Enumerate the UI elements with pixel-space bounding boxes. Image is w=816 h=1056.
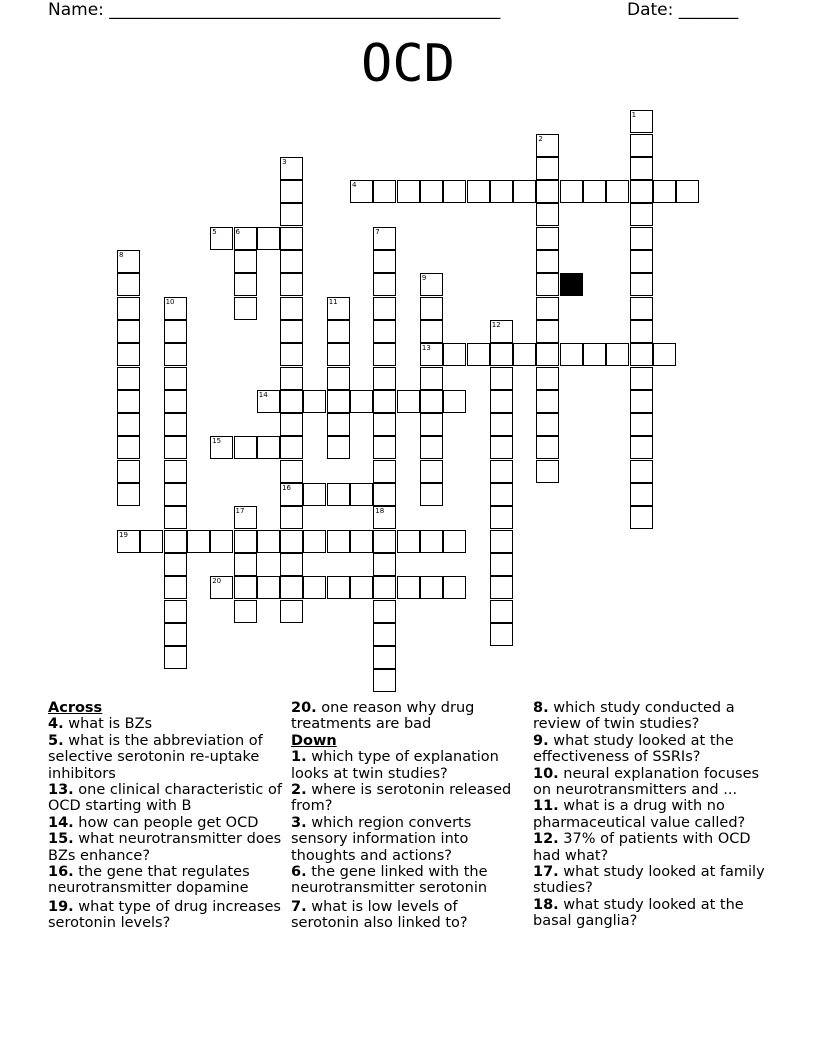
clue-number: 2 [538, 134, 543, 143]
crossword-cell[interactable] [536, 390, 559, 413]
crossword-cell[interactable] [117, 413, 140, 436]
crossword-cell[interactable] [630, 413, 653, 436]
crossword-cell[interactable] [164, 483, 187, 506]
crossword-cell[interactable] [373, 483, 396, 506]
crossword-cell[interactable] [327, 413, 350, 436]
crossword-cell[interactable] [606, 343, 629, 366]
crossword-cell[interactable] [490, 367, 513, 390]
clue-number: 20 [212, 577, 222, 586]
crossword-cell[interactable] [303, 576, 326, 599]
clue-column-1 [48, 700, 284, 932]
down-clue: 12. 37% of patients with OCD had what? [533, 831, 751, 864]
crossword-cell[interactable] [490, 530, 513, 553]
crossword-cell[interactable] [490, 343, 513, 366]
crossword-cell[interactable] [117, 436, 140, 459]
crossword-cell[interactable] [327, 483, 350, 506]
crossword-cell[interactable] [373, 320, 396, 343]
crossword-cell[interactable] [420, 460, 443, 483]
crossword-cell[interactable] [630, 134, 653, 157]
crossword-cell[interactable] [536, 227, 559, 250]
crossword-cell[interactable] [327, 320, 350, 343]
crossword-cell[interactable] [234, 576, 257, 599]
crossword-cell[interactable] [373, 250, 396, 273]
crossword-cell[interactable] [420, 576, 443, 599]
crossword-cell[interactable] [280, 390, 303, 413]
down-clue: 10. neural explanation focuses on neurotransmitters and ... [533, 765, 760, 799]
across-clue: 19. what type of drug increases serotonin levels? [48, 898, 281, 932]
crossword-cell[interactable] [280, 297, 303, 320]
crossword-cell[interactable] [420, 530, 443, 553]
crossword-cell[interactable] [630, 110, 653, 133]
crossword-cell[interactable] [234, 506, 257, 529]
crossword-cell[interactable] [420, 390, 443, 413]
crossword-cell[interactable] [373, 623, 396, 646]
crossword-cell[interactable] [164, 646, 187, 669]
crossword-cell[interactable] [117, 483, 140, 506]
crossword-cell[interactable] [373, 460, 396, 483]
crossword-cell[interactable] [536, 343, 559, 366]
crossword-cell[interactable] [397, 390, 420, 413]
crossword-cell[interactable] [606, 180, 629, 203]
crossword-cell[interactable] [350, 180, 373, 203]
date-field-label: Date: _______ [627, 0, 739, 20]
crossword-cell[interactable] [443, 343, 466, 366]
crossword-cell[interactable] [234, 530, 257, 553]
crossword-cell[interactable] [234, 273, 257, 296]
crossword-cell[interactable] [467, 343, 490, 366]
crossword-cell[interactable] [350, 576, 373, 599]
crossword-cell[interactable] [630, 460, 653, 483]
crossword-cell[interactable] [443, 576, 466, 599]
crossword-cell[interactable] [350, 530, 373, 553]
crossword-cell[interactable] [490, 180, 513, 203]
crossword-cell[interactable] [420, 297, 443, 320]
crossword-cell[interactable] [490, 460, 513, 483]
crossword-cell[interactable] [234, 227, 257, 250]
crossword-cell[interactable] [630, 367, 653, 390]
crossword-cell[interactable] [373, 436, 396, 459]
clue-number: 13 [421, 344, 431, 353]
clue-number: 19 [119, 530, 128, 539]
crossword-cell[interactable] [630, 227, 653, 250]
crossword-cell[interactable] [536, 203, 559, 226]
across-clue: 5. what is the abbreviation of selective serotonin re-uptake inhibitors [48, 732, 263, 782]
clue-number: 8 [119, 251, 124, 259]
crossword-cell[interactable] [443, 390, 466, 413]
across-clue: 20. one reason why drug treatments are bad [291, 700, 475, 733]
crossword-cell[interactable] [373, 530, 396, 553]
crossword-cell[interactable] [420, 413, 443, 436]
down-clue: 17. what study looked at family studies? [533, 864, 765, 897]
crossword-cell[interactable] [513, 343, 536, 366]
crossword-cell[interactable] [536, 134, 559, 157]
crossword-cell[interactable] [420, 436, 443, 459]
crossword-cell[interactable] [327, 297, 350, 320]
crossword-cell[interactable] [630, 390, 653, 413]
down-clue: 1. which type of explanation looks at twin studies? [291, 749, 499, 782]
crossword-cell[interactable] [164, 297, 187, 320]
crossword-cell[interactable] [490, 576, 513, 599]
crossword-cell[interactable] [280, 250, 303, 273]
crossword-cell[interactable] [280, 180, 303, 203]
crossword-cell[interactable] [490, 553, 513, 576]
crossword-cell[interactable] [210, 576, 233, 599]
page-title: OCD [361, 34, 455, 94]
clue-number: 11 [328, 297, 338, 306]
crossword-cell[interactable] [536, 320, 559, 343]
crossword-cell[interactable] [257, 436, 280, 459]
clue-number: 10 [165, 297, 175, 306]
crossword-cell[interactable] [140, 530, 163, 553]
crossword-cell[interactable] [164, 343, 187, 366]
crossword-cell[interactable] [280, 227, 303, 250]
across-clue: 4. what is BZs [48, 716, 153, 733]
crossword-cell[interactable] [327, 530, 350, 553]
crossword-cell[interactable] [187, 530, 210, 553]
crossword-black-cell [560, 273, 583, 296]
crossword-cell[interactable] [630, 297, 653, 320]
crossword-cell[interactable] [560, 180, 583, 203]
crossword-cell[interactable] [536, 367, 559, 390]
crossword-cell[interactable] [560, 343, 583, 366]
crossword-cell[interactable] [164, 390, 187, 413]
clue-column-3 [533, 700, 773, 930]
crossword-cell[interactable] [630, 273, 653, 296]
crossword-cell[interactable] [536, 180, 559, 203]
clue-number: 7 [375, 227, 380, 236]
crossword-cell[interactable] [280, 530, 303, 553]
crossword-cell[interactable] [443, 180, 466, 203]
down-clue: 6. the gene linked with the neurotransmitter serotonin [291, 864, 488, 897]
crossword-cell[interactable] [420, 367, 443, 390]
crossword-cell[interactable] [513, 180, 536, 203]
crossword-cell[interactable] [630, 320, 653, 343]
crossword-cell[interactable] [303, 390, 326, 413]
crossword-cell[interactable] [164, 506, 187, 529]
clue-number: 16 [282, 484, 292, 492]
across-heading: Across [48, 700, 103, 716]
crossword-cell[interactable] [257, 227, 280, 250]
crossword-cell[interactable] [280, 203, 303, 226]
crossword-cell[interactable] [583, 180, 606, 203]
crossword-cell[interactable] [676, 180, 699, 203]
crossword-cell[interactable] [373, 273, 396, 296]
crossword-cell[interactable] [280, 343, 303, 366]
crossword-cell[interactable] [210, 436, 233, 459]
crossword-cell[interactable] [373, 297, 396, 320]
crossword-cell[interactable] [164, 623, 187, 646]
crossword-cell[interactable] [630, 436, 653, 459]
crossword-cell[interactable] [280, 157, 303, 180]
clue-column-2 [291, 700, 527, 932]
crossword-cell[interactable] [536, 273, 559, 296]
crossword-cell[interactable] [280, 436, 303, 459]
crossword-cell[interactable] [397, 530, 420, 553]
crossword-cell[interactable] [280, 320, 303, 343]
crossword-cell[interactable] [420, 483, 443, 506]
crossword-cell[interactable] [536, 297, 559, 320]
crossword-cell[interactable] [117, 273, 140, 296]
crossword-cell[interactable] [117, 390, 140, 413]
crossword-cell[interactable] [536, 157, 559, 180]
crossword-cell[interactable] [164, 553, 187, 576]
crossword-cell[interactable] [234, 553, 257, 576]
crossword-cell[interactable] [350, 483, 373, 506]
across-clue: 13. one clinical characteristic of OCD starting with B [48, 782, 282, 815]
crossword-cell[interactable] [164, 576, 187, 599]
crossword-cell[interactable] [630, 180, 653, 203]
crossword-cell[interactable] [373, 343, 396, 366]
clue-number: 9 [421, 274, 427, 283]
crossword-cell[interactable] [630, 506, 653, 529]
crossword-cell[interactable] [373, 669, 396, 692]
crossword-cell[interactable] [327, 367, 350, 390]
crossword-cell[interactable] [420, 273, 443, 296]
crossword-cell[interactable] [490, 320, 513, 343]
crossword-cell[interactable] [536, 413, 559, 436]
crossword-cell[interactable] [327, 343, 350, 366]
crossword-cell[interactable] [117, 250, 140, 273]
crossword-cell[interactable] [257, 576, 280, 599]
name-field-label: Name: ______________________________________________ [48, 0, 501, 20]
crossword-cell[interactable] [490, 436, 513, 459]
crossword-cell[interactable] [164, 320, 187, 343]
clue-number: 14 [258, 390, 268, 399]
crossword-cell[interactable] [373, 390, 396, 413]
crossword-cell[interactable] [234, 600, 257, 623]
crossword-cell[interactable] [536, 436, 559, 459]
crossword-cell[interactable] [583, 343, 606, 366]
crossword-cell[interactable] [280, 553, 303, 576]
crossword-cell[interactable] [164, 600, 187, 623]
crossword-cell[interactable] [373, 553, 396, 576]
down-clue: 7. what is low levels of serotonin also linked to? [291, 898, 468, 932]
crossword-cell[interactable] [280, 460, 303, 483]
clue-number: 6 [235, 227, 240, 236]
crossword-cell[interactable] [234, 250, 257, 273]
clue-number: 1 [631, 111, 637, 120]
clue-number: 3 [282, 157, 287, 166]
crossword-cell[interactable] [490, 413, 513, 436]
crossword-cell[interactable] [490, 483, 513, 506]
crossword-cell[interactable] [257, 390, 280, 413]
crossword-cell[interactable] [490, 600, 513, 623]
crossword-cell[interactable] [490, 506, 513, 529]
across-clue: 14. how can people get OCD [48, 814, 259, 831]
crossword-cell[interactable] [373, 367, 396, 390]
clue-number: 18 [375, 507, 385, 516]
clue-number: 5 [212, 227, 217, 236]
down-clue: 8. which study conducted a review of twin studies? [533, 700, 735, 733]
crossword-cell[interactable] [280, 413, 303, 436]
crossword-cell[interactable] [117, 367, 140, 390]
down-clue: 11. what is a drug with no pharmaceutical value called? [533, 798, 746, 831]
crossword-cell[interactable] [280, 367, 303, 390]
crossword-cell[interactable] [350, 390, 373, 413]
crossword-cell[interactable] [443, 530, 466, 553]
crossword-cell[interactable] [327, 390, 350, 413]
clue-number: 15 [212, 437, 222, 446]
crossword-cell[interactable] [536, 460, 559, 483]
crossword-cell[interactable] [373, 506, 396, 529]
crossword-cell[interactable] [630, 250, 653, 273]
crossword-cell[interactable] [117, 460, 140, 483]
crossword-cell[interactable] [373, 227, 396, 250]
across-clue: 16. the gene that regulates neurotransmitter dopamine [48, 864, 250, 897]
crossword-cell[interactable] [397, 180, 420, 203]
crossword-cell[interactable] [490, 390, 513, 413]
crossword-cell[interactable] [280, 576, 303, 599]
down-heading: Down [291, 732, 337, 749]
crossword-cell[interactable] [234, 297, 257, 320]
crossword-cell[interactable] [630, 483, 653, 506]
crossword-cell[interactable] [467, 180, 490, 203]
crossword-cell[interactable] [210, 227, 233, 250]
crossword-cell[interactable] [630, 343, 653, 366]
crossword-cell[interactable] [653, 180, 676, 203]
down-clue: 9. what study looked at the effectiveness of SSRIs? [533, 732, 734, 766]
crossword-cell[interactable] [420, 343, 443, 366]
clue-number: 4 [352, 181, 357, 190]
down-clue: 3. which region converts sensory information into thoughts and actions? [291, 814, 472, 864]
crossword-cell[interactable] [490, 623, 513, 646]
crossword-cell[interactable] [234, 436, 257, 459]
crossword-cell[interactable] [327, 436, 350, 459]
crossword-cell[interactable] [210, 530, 233, 553]
crossword-cell[interactable] [373, 646, 396, 669]
down-clue: 2. where is serotonin released from? [291, 782, 512, 815]
crossword-cell[interactable] [280, 483, 303, 506]
crossword-cell[interactable] [164, 436, 187, 459]
crossword-cell[interactable] [117, 320, 140, 343]
crossword-cell[interactable] [280, 273, 303, 296]
crossword-cell[interactable] [280, 506, 303, 529]
crossword-cell[interactable] [164, 530, 187, 553]
crossword-cell[interactable] [117, 297, 140, 320]
crossword-cell[interactable] [373, 576, 396, 599]
crossword-cell[interactable] [536, 250, 559, 273]
crossword-cell[interactable] [257, 530, 280, 553]
clue-number: 12 [491, 320, 501, 329]
crossword-cell[interactable] [164, 367, 187, 390]
crossword-cell[interactable] [373, 600, 396, 623]
crossword-cell[interactable] [164, 413, 187, 436]
across-clue: 15. what neurotransmitter does BZs enhance? [48, 831, 282, 864]
crossword-cell[interactable] [420, 180, 443, 203]
crossword-cell[interactable] [373, 180, 396, 203]
crossword-cell[interactable] [303, 483, 326, 506]
crossword-cell[interactable] [117, 530, 140, 553]
clue-number: 17 [235, 507, 245, 516]
crossword-cell[interactable] [164, 460, 187, 483]
crossword-cell[interactable] [397, 576, 420, 599]
crossword-cell[interactable] [280, 600, 303, 623]
crossword-cell[interactable] [630, 203, 653, 226]
crossword-cell[interactable] [327, 576, 350, 599]
crossword-cell[interactable] [630, 157, 653, 180]
crossword-cell[interactable] [420, 320, 443, 343]
crossword-cell[interactable] [303, 530, 326, 553]
crossword-cell[interactable] [117, 343, 140, 366]
crossword-cell[interactable] [653, 343, 676, 366]
down-clue: 18. what study looked at the basal ganglia? [533, 896, 744, 930]
crossword-cell[interactable] [373, 413, 396, 436]
